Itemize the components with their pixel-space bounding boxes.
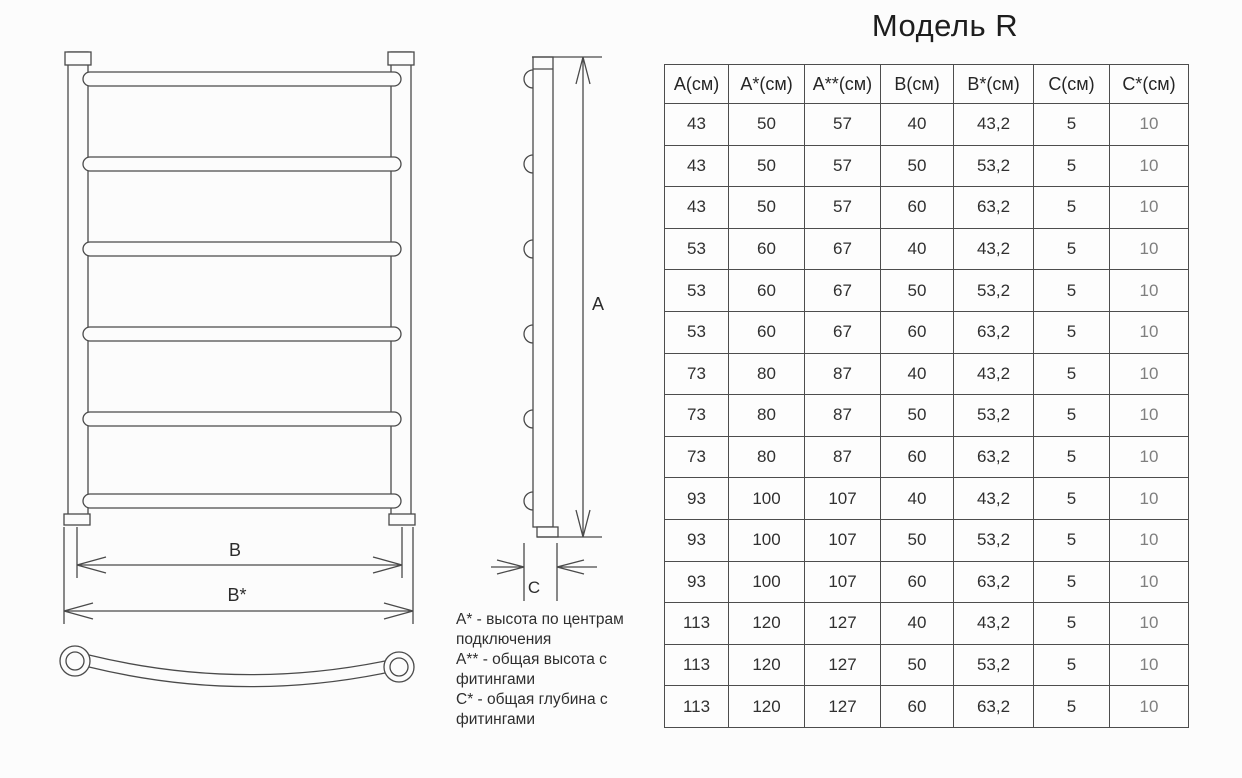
table-cell: 43,2 bbox=[954, 228, 1034, 270]
table-cell: 10 bbox=[1110, 353, 1189, 395]
rung bbox=[83, 242, 401, 256]
rung bbox=[83, 494, 401, 508]
table-cell: 113 bbox=[665, 603, 729, 645]
table-cell: 5 bbox=[1034, 270, 1110, 312]
table-cell: 60 bbox=[881, 436, 954, 478]
column-header: В*(см) bbox=[954, 65, 1034, 104]
table-cell: 10 bbox=[1110, 104, 1189, 146]
table-cell: 10 bbox=[1110, 644, 1189, 686]
rung bbox=[83, 157, 401, 171]
table-cell: 50 bbox=[881, 519, 954, 561]
table-cell: 63,2 bbox=[954, 311, 1034, 353]
table-cell: 87 bbox=[805, 436, 881, 478]
table-cell: 107 bbox=[805, 519, 881, 561]
table-cell: 80 bbox=[729, 395, 805, 437]
table-cell: 50 bbox=[729, 187, 805, 229]
curved-tube-top-edge bbox=[89, 655, 385, 675]
column-header: А(см) bbox=[665, 65, 729, 104]
table-row bbox=[665, 603, 1189, 645]
table-cell: 10 bbox=[1110, 395, 1189, 437]
table-cell: 127 bbox=[805, 603, 881, 645]
right-fitting-ring-inner bbox=[390, 658, 408, 676]
table-cell: 53,2 bbox=[954, 395, 1034, 437]
rung bbox=[83, 412, 401, 426]
table-cell: 5 bbox=[1034, 478, 1110, 520]
table-cell: 67 bbox=[805, 270, 881, 312]
table-cell: 5 bbox=[1034, 686, 1110, 728]
table-cell: 43,2 bbox=[954, 104, 1034, 146]
legend-line: С* - общая глубина с bbox=[456, 691, 608, 708]
table-cell: 5 bbox=[1034, 104, 1110, 146]
table-cell: 50 bbox=[881, 145, 954, 187]
table-cell: 5 bbox=[1034, 519, 1110, 561]
table-cell: 5 bbox=[1034, 353, 1110, 395]
table-cell: 60 bbox=[881, 187, 954, 229]
table-cell: 10 bbox=[1110, 228, 1189, 270]
table-cell: 73 bbox=[665, 436, 729, 478]
table-cell: 40 bbox=[881, 478, 954, 520]
table-cell: 113 bbox=[665, 686, 729, 728]
dim-label-b: В bbox=[228, 540, 242, 560]
dim-label-a: А bbox=[592, 294, 605, 314]
table-cell: 120 bbox=[729, 686, 805, 728]
table-row bbox=[665, 353, 1189, 395]
table-cell: 40 bbox=[881, 353, 954, 395]
table-cell: 100 bbox=[729, 478, 805, 520]
column-header: С*(см) bbox=[1110, 65, 1189, 104]
table-cell: 43,2 bbox=[954, 478, 1034, 520]
legend bbox=[456, 610, 656, 730]
table-cell: 5 bbox=[1034, 644, 1110, 686]
legend-line: фитингами bbox=[456, 711, 535, 728]
side-post bbox=[533, 57, 553, 527]
table-row bbox=[665, 644, 1189, 686]
table-cell: 107 bbox=[805, 561, 881, 603]
table-cell: 80 bbox=[729, 353, 805, 395]
table-row bbox=[665, 311, 1189, 353]
table-cell: 53 bbox=[665, 270, 729, 312]
table-cell: 10 bbox=[1110, 561, 1189, 603]
table-cell: 87 bbox=[805, 395, 881, 437]
table-cell: 60 bbox=[729, 270, 805, 312]
table-cell: 40 bbox=[881, 104, 954, 146]
table-cell: 10 bbox=[1110, 478, 1189, 520]
front-view bbox=[64, 52, 415, 624]
table-cell: 40 bbox=[881, 603, 954, 645]
table-cell: 5 bbox=[1034, 395, 1110, 437]
right-fitting-ring bbox=[384, 652, 414, 682]
table-cell: 107 bbox=[805, 478, 881, 520]
legend-line: А* - высота по центрам bbox=[456, 611, 624, 628]
table-cell: 43 bbox=[665, 104, 729, 146]
curved-tube-bottom-edge bbox=[89, 667, 385, 687]
left-fitting-ring-inner bbox=[66, 652, 84, 670]
dim-label-b-star: В* bbox=[227, 585, 247, 605]
table-cell: 43 bbox=[665, 187, 729, 229]
table-cell: 120 bbox=[729, 603, 805, 645]
table-cell: 87 bbox=[805, 353, 881, 395]
legend-line: подключения bbox=[456, 631, 552, 648]
rung-end bbox=[524, 325, 533, 343]
table-cell: 53,2 bbox=[954, 644, 1034, 686]
column-header: А**(см) bbox=[805, 65, 881, 104]
rung-end bbox=[524, 410, 533, 428]
table-header-row bbox=[665, 65, 1189, 104]
table-row bbox=[665, 228, 1189, 270]
table-cell: 5 bbox=[1034, 145, 1110, 187]
table-cell: 63,2 bbox=[954, 187, 1034, 229]
column-header: С(см) bbox=[1034, 65, 1110, 104]
table-cell: 67 bbox=[805, 228, 881, 270]
table-row bbox=[665, 436, 1189, 478]
table-cell: 10 bbox=[1110, 603, 1189, 645]
table-cell: 113 bbox=[665, 644, 729, 686]
table-cell: 60 bbox=[881, 561, 954, 603]
table-cell: 57 bbox=[805, 187, 881, 229]
table-cell: 10 bbox=[1110, 686, 1189, 728]
table-row bbox=[665, 561, 1189, 603]
table-cell: 73 bbox=[665, 395, 729, 437]
table-row bbox=[665, 145, 1189, 187]
left-post-cap bbox=[65, 52, 91, 65]
table-row bbox=[665, 686, 1189, 728]
legend-line: А** - общая высота с bbox=[456, 651, 607, 668]
table-cell: 100 bbox=[729, 561, 805, 603]
table-cell: 80 bbox=[729, 436, 805, 478]
table-row bbox=[665, 187, 1189, 229]
table-cell: 5 bbox=[1034, 603, 1110, 645]
table-cell: 40 bbox=[881, 228, 954, 270]
table-cell: 10 bbox=[1110, 519, 1189, 561]
table-cell: 60 bbox=[729, 228, 805, 270]
table-cell: 100 bbox=[729, 519, 805, 561]
table-cell: 127 bbox=[805, 686, 881, 728]
table-row bbox=[665, 478, 1189, 520]
table-row bbox=[665, 104, 1189, 146]
table-cell: 53,2 bbox=[954, 145, 1034, 187]
right-foot bbox=[389, 514, 415, 525]
table-cell: 67 bbox=[805, 311, 881, 353]
side-view bbox=[491, 57, 604, 601]
table-cell: 50 bbox=[729, 145, 805, 187]
table-cell: 5 bbox=[1034, 228, 1110, 270]
dimension-c bbox=[491, 543, 597, 601]
table-cell: 63,2 bbox=[954, 436, 1034, 478]
table-cell: 10 bbox=[1110, 145, 1189, 187]
rung-end bbox=[524, 492, 533, 510]
table-cell: 93 bbox=[665, 478, 729, 520]
rung-end bbox=[524, 240, 533, 258]
column-header: А*(см) bbox=[729, 65, 805, 104]
table-cell: 93 bbox=[665, 519, 729, 561]
table-cell: 53,2 bbox=[954, 519, 1034, 561]
table-cell: 53 bbox=[665, 311, 729, 353]
table-cell: 5 bbox=[1034, 561, 1110, 603]
table-body bbox=[665, 104, 1189, 728]
column-header: В(см) bbox=[881, 65, 954, 104]
table-cell: 73 bbox=[665, 353, 729, 395]
left-post bbox=[68, 52, 88, 524]
dimension-b bbox=[77, 527, 402, 578]
page-title: Модель R bbox=[871, 8, 1019, 43]
table-cell: 5 bbox=[1034, 187, 1110, 229]
table-cell: 120 bbox=[729, 644, 805, 686]
table-cell: 50 bbox=[881, 395, 954, 437]
table-cell: 50 bbox=[729, 104, 805, 146]
left-foot bbox=[64, 514, 90, 525]
table-cell: 60 bbox=[729, 311, 805, 353]
table-cell: 57 bbox=[805, 104, 881, 146]
table-cell: 43,2 bbox=[954, 353, 1034, 395]
table-cell: 63,2 bbox=[954, 561, 1034, 603]
table-cell: 63,2 bbox=[954, 686, 1034, 728]
table-cell: 60 bbox=[881, 311, 954, 353]
side-post-bottom-cap bbox=[537, 527, 558, 537]
right-post bbox=[391, 52, 411, 524]
table-cell: 50 bbox=[881, 644, 954, 686]
rung bbox=[83, 72, 401, 86]
table-cell: 127 bbox=[805, 644, 881, 686]
dimension-a bbox=[576, 57, 604, 537]
table-row bbox=[665, 519, 1189, 561]
left-fitting-ring bbox=[60, 646, 90, 676]
table-cell: 10 bbox=[1110, 311, 1189, 353]
legend-line: фитингами bbox=[456, 671, 535, 688]
table-row bbox=[665, 270, 1189, 312]
table-cell: 5 bbox=[1034, 436, 1110, 478]
table-cell: 50 bbox=[881, 270, 954, 312]
rung bbox=[83, 327, 401, 341]
table-cell: 60 bbox=[881, 686, 954, 728]
rung-end bbox=[524, 155, 533, 173]
table-cell: 57 bbox=[805, 145, 881, 187]
table-cell: 53 bbox=[665, 228, 729, 270]
table-cell: 10 bbox=[1110, 187, 1189, 229]
right-post-cap bbox=[388, 52, 414, 65]
table-cell: 43 bbox=[665, 145, 729, 187]
table-row bbox=[665, 395, 1189, 437]
dimensions-table bbox=[664, 64, 1189, 728]
table-cell: 43,2 bbox=[954, 603, 1034, 645]
table-cell: 93 bbox=[665, 561, 729, 603]
rung-end bbox=[524, 70, 533, 88]
curved-rung-top-view bbox=[60, 646, 414, 687]
dim-label-c: С bbox=[527, 578, 541, 597]
table-cell: 10 bbox=[1110, 436, 1189, 478]
table-cell: 53,2 bbox=[954, 270, 1034, 312]
table-cell: 10 bbox=[1110, 270, 1189, 312]
table-cell: 5 bbox=[1034, 311, 1110, 353]
